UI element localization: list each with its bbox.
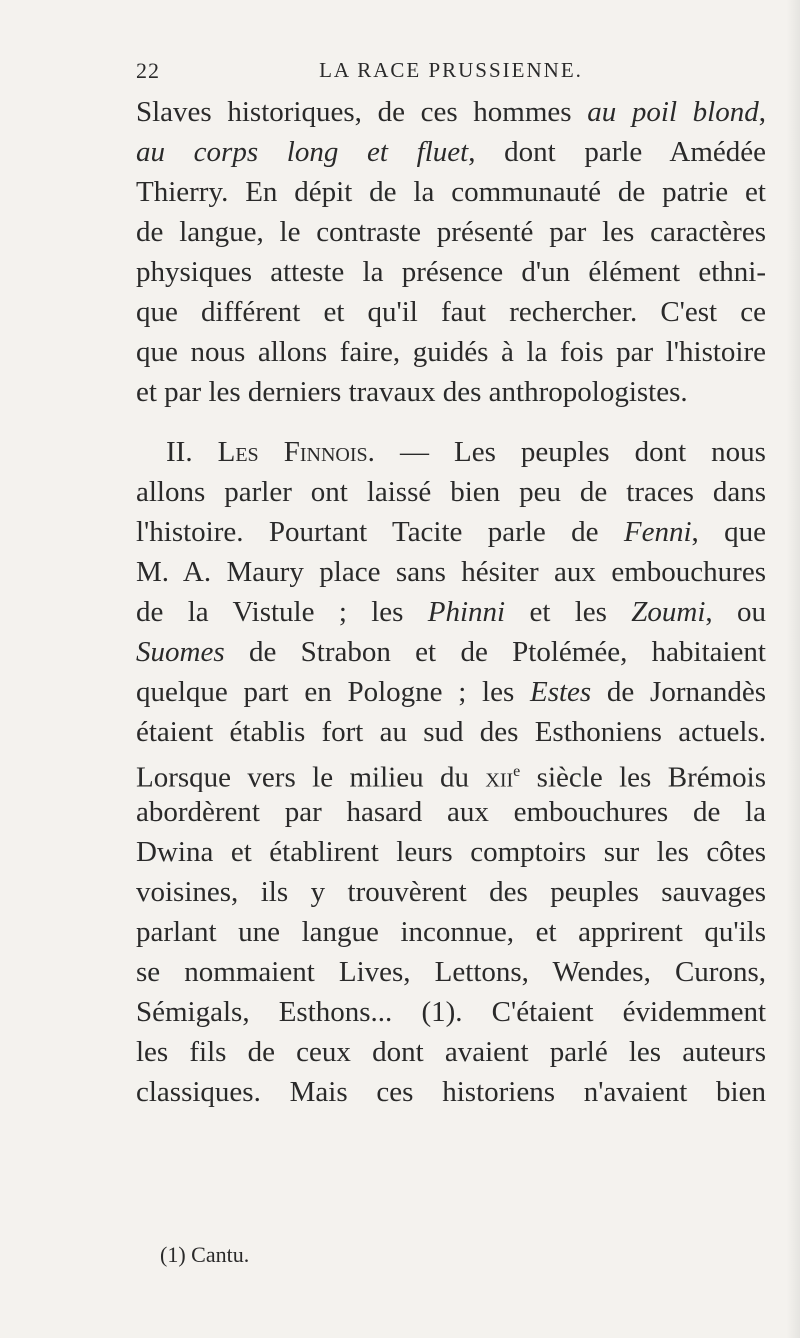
- text-run: de Strabon et de Ptolémée, habitaient: [224, 636, 766, 668]
- italic-text: Phinni: [427, 596, 506, 628]
- text-run: et les: [505, 596, 632, 628]
- text-line: classiques. Mais ces historiens n'avaient bien: [136, 1076, 766, 1108]
- text-run: siècle les Brémois: [520, 761, 766, 792]
- text-line: allons parler ont laissé bien peu de traces dans: [136, 476, 766, 508]
- italic-text: au poil blond: [587, 96, 759, 128]
- footnote: (1) Cantu.: [160, 1242, 250, 1267]
- text-run: . — Les peuples dont nous: [367, 436, 766, 468]
- text-line: se nommaient Lives, Lettons, Wendes, Curons,: [136, 956, 766, 988]
- text-line: [136, 432, 766, 472]
- text-run: Slaves historiques, de ces hommes: [136, 96, 588, 128]
- paragraph-gap: [136, 412, 766, 432]
- text-line: voisines, ils y trouvèrent des peuples sauvages: [136, 876, 766, 908]
- text-line: que différent et qu'il faut rechercher. C'est ce: [136, 296, 766, 328]
- italic-text: Fenni: [623, 516, 692, 548]
- italic-text: Zoumi: [631, 596, 706, 628]
- text-line: [136, 512, 766, 552]
- italic-text: au corps long et fluet: [136, 136, 469, 168]
- text-line: Dwina et établirent leurs comptoirs sur les côtes: [136, 836, 766, 868]
- text-line: Thierry. En dépit de la communauté de patrie et: [136, 176, 766, 208]
- italic-text: Suomes: [136, 636, 225, 668]
- section-number: II.: [166, 436, 218, 468]
- text-line: [136, 752, 766, 792]
- text-line: abordèrent par hasard aux embouchures de la: [136, 796, 766, 828]
- text-line: Sémigals, Esthons... (1). C'étaient évidemment: [136, 996, 766, 1028]
- text-line: physiques atteste la présence d'un élément ethni-: [136, 256, 766, 288]
- page-edge-shadow: [786, 0, 800, 1338]
- page-number: 22: [136, 58, 160, 83]
- text-run: de la Vistule ; les: [136, 596, 428, 628]
- text-run: l'histoire. Pourtant Tacite parle de: [136, 516, 624, 548]
- text-run: Lorsque vers le milieu du: [136, 761, 486, 792]
- text-line: [136, 592, 766, 632]
- text-line: [136, 92, 766, 132]
- text-line: de langue, le contraste présenté par les caractères: [136, 216, 766, 248]
- text-line: [136, 632, 766, 672]
- section-title: Les Finnois: [217, 436, 368, 468]
- text-run: , ou: [705, 596, 766, 628]
- italic-text: Estes: [529, 676, 592, 708]
- text-run: de Jornandès: [591, 676, 766, 708]
- text-line: que nous allons faire, guidés à la fois par l'histoire: [136, 336, 766, 368]
- superscript: e: [513, 763, 521, 780]
- text-run: , que: [691, 516, 766, 548]
- text-line: les fils de ceux dont avaient parlé les auteurs: [136, 1036, 766, 1068]
- text-run: quelque part en Pologne ; les: [136, 676, 530, 708]
- body-text: [136, 92, 766, 1112]
- text-line: [136, 132, 766, 172]
- text-run: , dont parle Amédée: [468, 136, 766, 168]
- text-line: M. A. Maury place sans hésiter aux embouchures: [136, 556, 766, 588]
- running-header: [136, 58, 766, 88]
- text-line: étaient établis fort au sud des Esthoniens actuels.: [136, 716, 766, 748]
- text-line: [136, 672, 766, 712]
- text-line: parlant une langue inconnue, et apprirent qu'ils: [136, 916, 766, 948]
- roman-numeral: xii: [485, 761, 514, 792]
- text-run: ,: [758, 96, 766, 128]
- running-title: LA RACE PRUSSIENNE.: [319, 58, 583, 82]
- text-line: et par les derniers travaux des anthropologistes.: [136, 376, 688, 408]
